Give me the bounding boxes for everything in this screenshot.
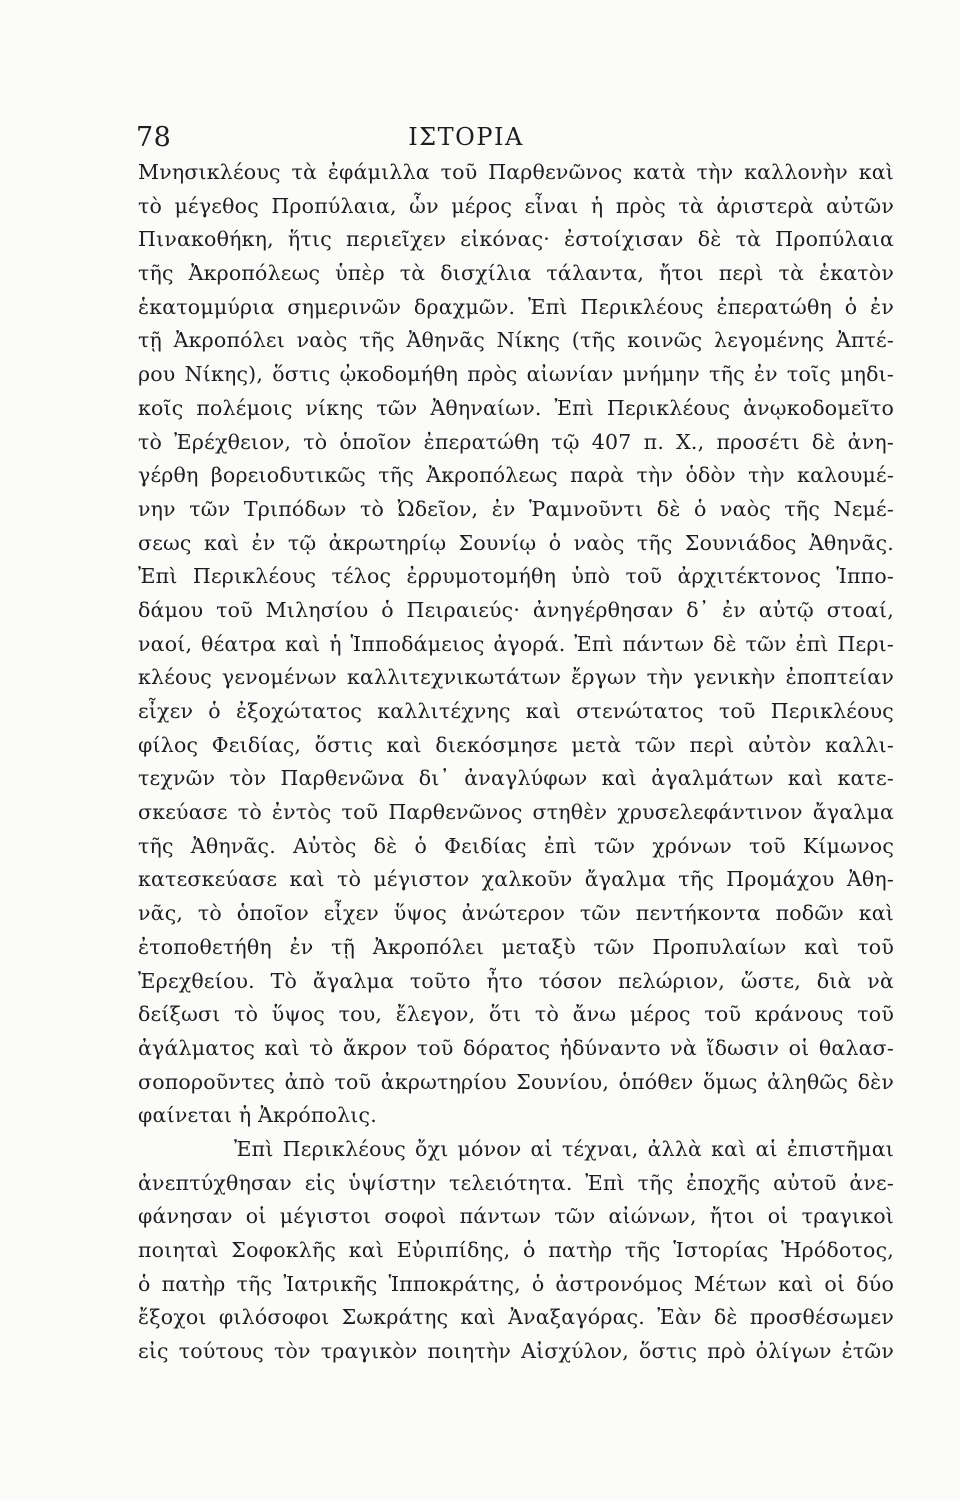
text-line: δείξωσι τὸ ὕψος του, ἔλεγον, ὅτι τὸ ἄνω μέρος τοῦ κράνους τοῦ	[138, 1002, 894, 1027]
text-line: ἔξοχοι φιλόσοφοι Σωκράτης καὶ Ἀναξαγόρας. Ἐὰν δὲ προσθέσωμεν	[138, 1305, 894, 1330]
text-line: δάμου τοῦ Μιλησίου ὁ Πειραιεύς· ἀνηγέρθησαν δ᾽ ἐν αὐτῷ στοαί,	[138, 597, 894, 622]
text-line: ποιηταὶ Σοφοκλῆς καὶ Εὐριπίδης, ὁ πατὴρ τῆς Ἱστορίας Ἡρόδοτος,	[138, 1238, 894, 1262]
text-line: κλέους γενομένων καλλιτεχνικωτάτων ἔργων τὴν γενικὴν ἐποπτείαν	[138, 665, 894, 690]
page-header	[136, 122, 796, 158]
running-title: ΙΣΤΟΡΙΑ	[408, 123, 524, 151]
text-line: νην τῶν Τριπόδων τὸ Ὠδεῖον, ἐν Ῥαμνοῦντι δὲ ὁ ναὸς τῆς Νεμέ-	[138, 496, 894, 521]
text-line: κατεσκεύασε καὶ τὸ μέγιστον χαλκοῦν ἄγαλμα τῆς Προμάχου Ἀθη-	[138, 867, 894, 892]
text-line: τῆς Ἀκροπόλεως ὑπὲρ τὰ δισχίλια τάλαντα, ἤτοι περὶ τὰ ἑκατὸν	[138, 261, 894, 286]
text-line: ναοί, θέατρα καὶ ἡ Ἱπποδάμειος ἀγορά. Ἐπὶ πάντων δὲ τῶν ἐπὶ Περι-	[138, 631, 894, 656]
text-line: τὸ Ἐρέχθειον, τὸ ὁποῖον ἐπερατώθη τῷ 407 π. Χ., προσέτι δὲ ἀνη-	[138, 429, 894, 454]
text-line: κοῖς πολέμοις νίκης τῶν Ἀθηναίων. Ἐπὶ Περικλέους ἀνῳκοδομεῖτο	[138, 395, 894, 420]
text-line: Μνησικλέους τὰ ἐφάμιλλα τοῦ Παρθενῶνος κατὰ τὴν καλλονὴν καὶ	[138, 160, 894, 184]
text-line: Ἐρεχθείου. Τὸ ἄγαλμα τοῦτο ἦτο τόσον πελώριον, ὥστε, διὰ νὰ	[138, 968, 894, 993]
text-line: εἶχεν ὁ ἐξοχώτατος καλλιτέχνης καὶ στενώτατος τοῦ Περικλέους	[138, 699, 894, 723]
text-line: σκεύασε τὸ ἐντὸς τοῦ Παρθενῶνος στηθὲν χρυσελεφάντινον ἄγαλμα	[138, 800, 894, 825]
text-line: ἐτοποθετήθη ἐν τῇ Ἀκροπόλει μεταξὺ τῶν Προπυλαίων καὶ τοῦ	[138, 934, 894, 959]
page-number: 78	[136, 122, 172, 153]
text-line: φίλος Φειδίας, ὅστις καὶ διεκόσμησε μετὰ τῶν περὶ αὐτὸν καλλι-	[138, 732, 894, 757]
text-line: φάνησαν οἱ μέγιστοι σοφοὶ πάντων τῶν αἰώνων, ἤτοι οἱ τραγικοὶ	[138, 1204, 894, 1229]
text-line: ὁ πατὴρ τῆς Ἰατρικῆς Ἱπποκράτης, ὁ ἀστρονόμος Μέτων καὶ οἱ δύο	[138, 1271, 894, 1296]
body-text	[138, 156, 894, 1369]
text-line: νᾶς, τὸ ὁποῖον εἶχεν ὕψος ἀνώτερον τῶν πεντήκοντα ποδῶν καὶ	[138, 901, 894, 926]
paragraph-end-line: φαίνεται ἡ Ἀκρόπολις.	[138, 1103, 377, 1128]
text-line: ρου Νίκης), ὅστις ᾠκοδομήθη πρὸς αἰωνίαν μνήμην τῆς ἐν τοῖς μηδι-	[138, 362, 894, 387]
text-line: τῆς Ἀθηνᾶς. Αὐτὸς δὲ ὁ Φειδίας ἐπὶ τῶν χρόνων τοῦ Κίμωνος	[138, 833, 894, 858]
paragraph-start-line: Ἐπὶ Περικλέους ὄχι μόνον αἱ τέχναι, ἀλλὰ καὶ αἱ ἐπιστῆμαι	[234, 1136, 894, 1161]
text-line: τεχνῶν τὸν Παρθενῶνα δι᾽ ἀναγλύφων καὶ ἀγαλμάτων καὶ κατε-	[138, 766, 894, 791]
text-line: Ἐπὶ Περικλέους τέλος ἐρρυμοτομήθη ὑπὸ τοῦ ἀρχιτέκτονος Ἱππο-	[138, 564, 894, 589]
text-line: εἰς τούτους τὸν τραγικὸν ποιητὴν Αἰσχύλον, ὅστις πρὸ ὀλίγων ἐτῶν	[138, 1339, 894, 1364]
text-line: Πινακοθήκη, ἥτις περιεῖχεν εἰκόνας· ἐστοίχισαν δὲ τὰ Προπύλαια	[138, 227, 894, 252]
text-line: τῇ Ἀκροπόλει ναὸς τῆς Ἀθηνᾶς Νίκης (τῆς κοινῶς λεγομένης Ἀπτέ-	[138, 328, 894, 353]
text-line: γέρθη βορειοδυτικῶς τῆς Ἀκροπόλεως παρὰ τὴν ὁδὸν τὴν καλουμέ-	[138, 463, 894, 488]
text-line: ἑκατομμύρια σημερινῶν δραχμῶν. Ἐπὶ Περικλέους ἐπερατώθη ὁ ἐν	[138, 294, 894, 319]
text-line: τὸ μέγεθος Προπύλαια, ὧν μέρος εἶναι ἡ πρὸς τὰ ἀριστερὰ αὐτῶν	[138, 193, 894, 218]
text-line: ἀγάλματος καὶ τὸ ἄκρον τοῦ δόρατος ἠδύναντο νὰ ἴδωσιν οἱ θαλασ-	[138, 1035, 894, 1060]
text-line: σεως καὶ ἐν τῷ ἀκρωτηρίῳ Σουνίῳ ὁ ναὸς τῆς Σουνιάδος Ἀθηνᾶς.	[138, 530, 894, 555]
text-line: ἀνεπτύχθησαν εἰς ὑψίστην τελειότητα. Ἐπὶ τῆς ἐποχῆς αὐτοῦ ἀνε-	[138, 1170, 894, 1195]
text-line: σοποροῦντες ἀπὸ τοῦ ἀκρωτηρίου Σουνίου, ὁπόθεν ὅμως ἀληθῶς δὲν	[138, 1069, 894, 1094]
